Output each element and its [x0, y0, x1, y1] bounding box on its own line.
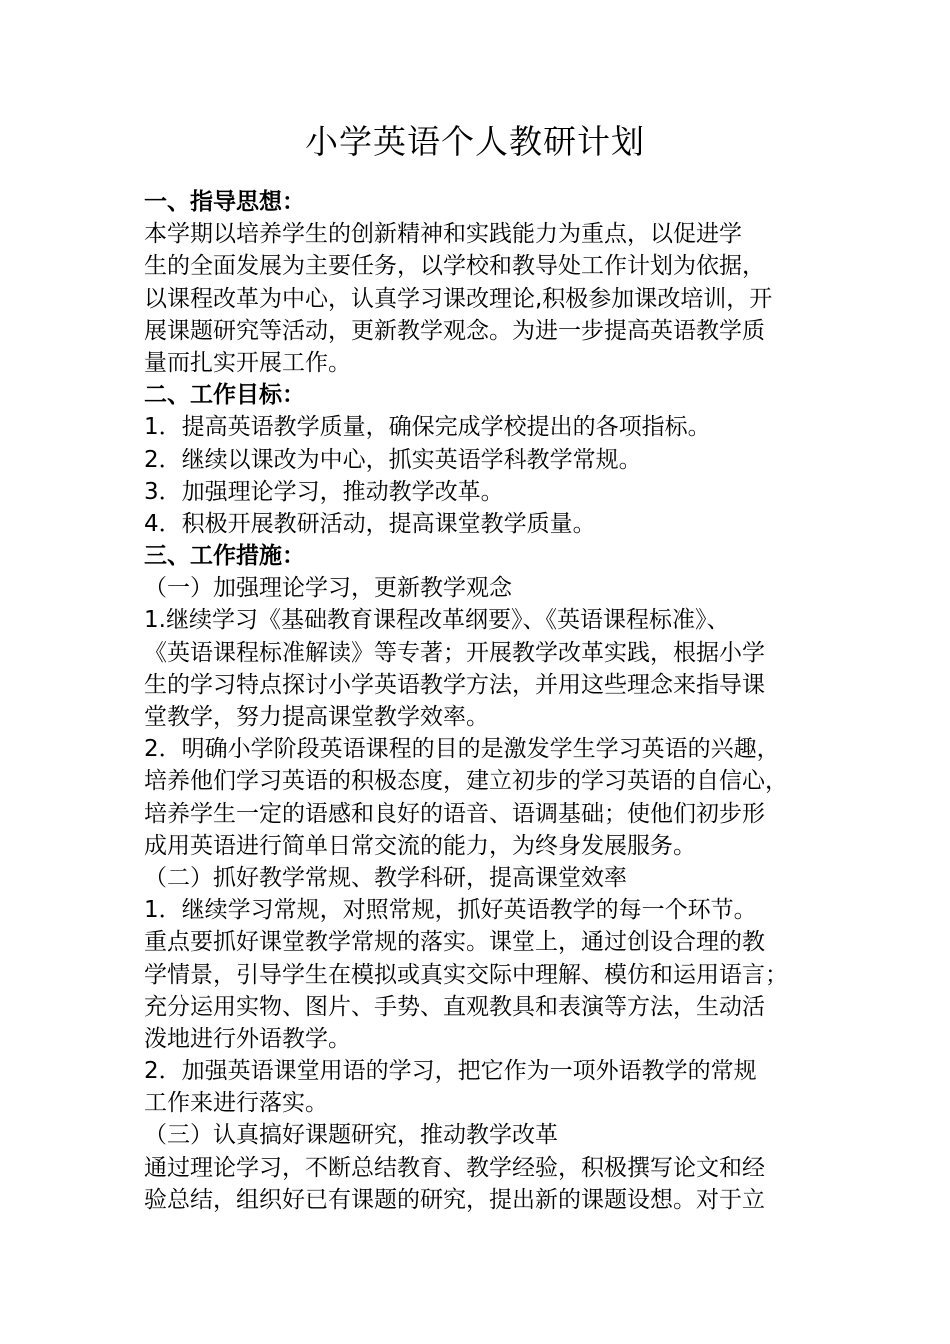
- paragraph-line: 1.继续学习《基础教育课程改革纲要》、《英语课程标准》、: [144, 607, 730, 634]
- goal-item: 2．继续以课改为中心，抓实英语学科教学常规。: [144, 446, 642, 473]
- paragraph-line: 成用英语进行简单日常交流的能力，为终身发展服务。: [144, 832, 696, 859]
- goal-item: 3．加强理论学习，推动教学改革。: [144, 478, 504, 505]
- document-body: [144, 186, 820, 1216]
- paragraph-line: 展课题研究等活动，更新教学观念。为进一步提高英语教学质: [144, 317, 765, 344]
- paragraph-line: 培养他们学习英语的积极态度，建立初步的学习英语的自信心，: [144, 768, 788, 795]
- paragraph-line: 学情景，引导学生在模拟或真实交际中理解、模仿和运用语言；: [144, 961, 788, 988]
- section-heading-work-goals: 二、工作目标：: [144, 382, 305, 409]
- paragraph-line: 堂教学，努力提高课堂教学效率。: [144, 704, 489, 730]
- paragraph-line: 重点要抓好课堂教学常规的落实。课堂上，通过创设合理的教: [144, 929, 765, 956]
- paragraph-line: 生的学习特点探讨小学英语教学方法，并用这些理念来指导课: [144, 671, 765, 698]
- paragraph-line: 1．继续学习常规，对照常规，抓好英语教学的每一个环节。: [144, 897, 757, 924]
- paragraph-line: 2．加强英语课堂用语的学习，把它作为一项外语教学的常规: [144, 1058, 757, 1085]
- subsection-heading: （二）抓好教学常规、教学科研，提高课堂效率: [144, 864, 627, 891]
- paragraph-line: 验总结，组织好已有课题的研究，提出新的课题设想。对于立: [144, 1186, 765, 1213]
- paragraph-line: 本学期以培养学生的创新精神和实践能力为重点，以促进学: [144, 221, 742, 248]
- subsection-heading: （一）加强理论学习，更新教学观念: [144, 575, 512, 602]
- paragraph-line: 工作来进行落实。: [144, 1090, 328, 1117]
- paragraph-line: 以课程改革为中心，认真学习课改理论,积极参加课改培训，开: [144, 285, 773, 312]
- paragraph-line: 充分运用实物、图片、手势、直观教具和表演等方法，生动活: [144, 993, 765, 1020]
- paragraph-line: 2．明确小学阶段英语课程的目的是激发学生学习英语的兴趣，: [144, 736, 780, 763]
- paragraph-line: 培养学生一定的语感和良好的语音、语调基础；使他们初步形: [144, 800, 765, 827]
- paragraph-line: 《英语课程标准解读》等专著；开展教学改革实践，根据小学: [144, 639, 765, 666]
- goal-item: 1．提高英语教学质量，确保完成学校提出的各项指标。: [144, 414, 711, 441]
- paragraph-line: 通过理论学习，不断总结教育、教学经验，积极撰写论文和经: [144, 1154, 765, 1181]
- paragraph-line: 生的全面发展为主要任务，以学校和教导处工作计划为依据，: [144, 253, 765, 280]
- subsection-heading: （三）认真搞好课题研究，推动教学改革: [144, 1122, 558, 1149]
- paragraph-line: 量而扎实开展工作。: [144, 349, 351, 376]
- paragraph-line: 泼地进行外语教学。: [144, 1025, 351, 1052]
- goal-item: 4．积极开展教研活动，提高课堂教学质量。: [144, 510, 596, 537]
- section-heading-work-measures: 三、工作措施：: [144, 543, 305, 570]
- document-title: 小学英语个人教研计划: [305, 122, 645, 161]
- section-heading-guiding-thought: 一、指导思想：: [144, 189, 305, 215]
